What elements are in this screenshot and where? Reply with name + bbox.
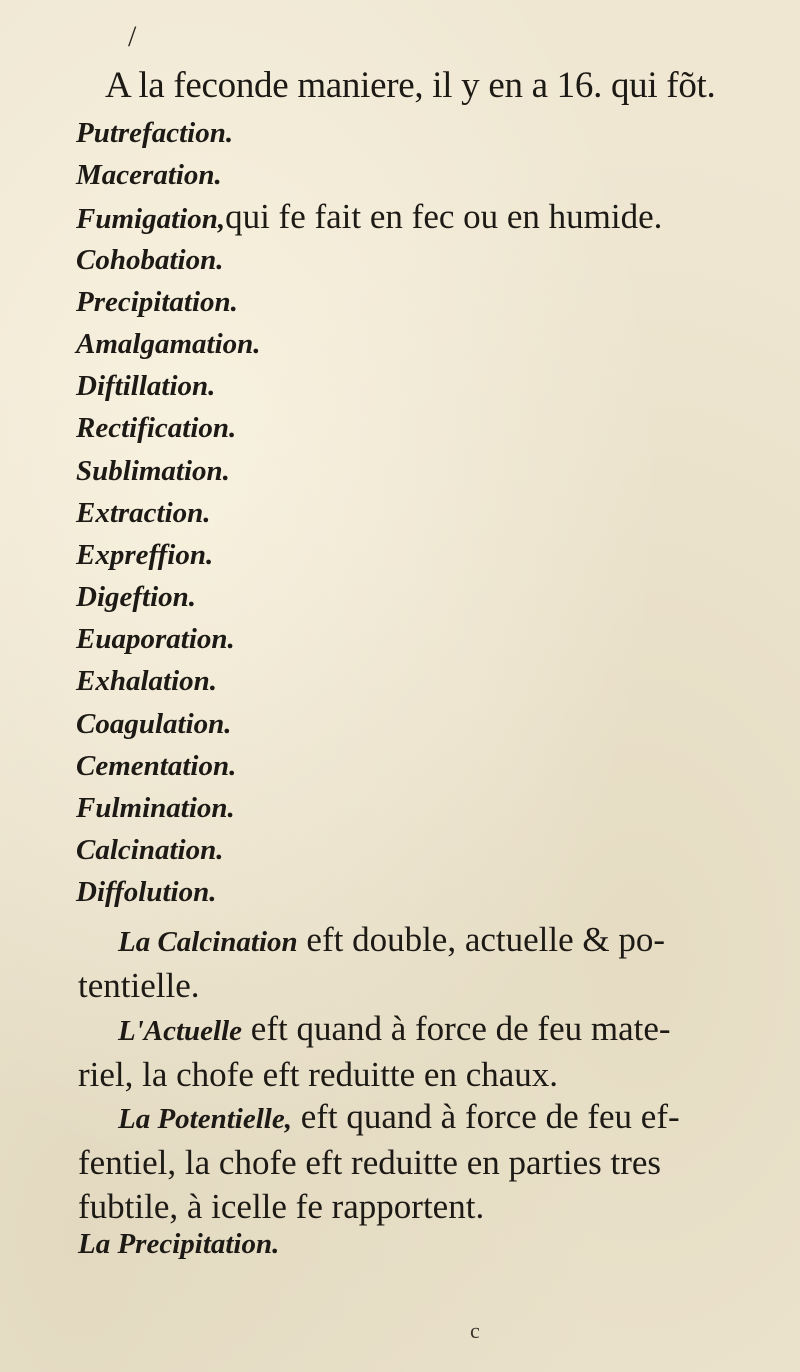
operation-term: Putrefaction. [76,117,234,149]
list-item [76,154,662,196]
operation-term: Fumigation, [76,203,226,236]
paragraph-text: fubtile, à icelle fe rapportent. [78,1187,485,1226]
list-item [76,618,662,660]
operation-term: Extraction. [76,496,211,529]
list-item [76,745,662,787]
operation-term: Precipitation. [76,285,238,318]
list-item [76,281,662,323]
operation-term: Amalgamation. [76,327,261,360]
signature-mark: c [470,1318,480,1343]
list-item [76,492,662,534]
operation-term: Diffolution. [76,876,217,909]
operation-term: Exhalation. [76,665,218,698]
calcination-paragraph [78,918,768,1008]
list-item [76,787,662,829]
operation-term: Expreffion. [76,538,214,571]
precipitation-heading: La Precipitation. [78,1228,280,1260]
paragraph-text: riel, la chofe eft reduitte en chaux. [78,1055,559,1094]
operation-term: Euaporation. [76,623,235,656]
list-item [76,450,662,492]
operations-list [76,112,662,914]
list-item [76,407,662,449]
paragraph-text: tentielle. [78,966,200,1005]
section-heading: A la feconde maniere, il y en a 16. qui fõt. [105,65,716,106]
list-item [76,239,662,281]
list-item [76,323,662,365]
list-item [76,196,662,238]
list-item [76,365,662,407]
paragraph-text: eft quand à force de feu ef- [291,1097,680,1136]
operation-note: qui fe fait en fec ou en humide. [225,197,663,237]
operation-term: Diftillation. [76,370,216,403]
paragraph-text: fentiel, la chofe eft reduitte en parties tres [78,1143,662,1182]
paragraph-lead: La Potentielle, [118,1103,292,1135]
potentielle-paragraph [78,1095,768,1229]
operation-term: Digeftion. [76,581,197,614]
operation-term: Sublimation. [76,454,230,487]
ink-stroke-mark: / [128,20,137,53]
list-item [76,703,662,745]
list-item [76,576,662,618]
paragraph-text: eft quand à force de feu mate- [242,1009,671,1048]
paragraph-lead: L'Actuelle [118,1015,243,1047]
operation-term: Coagulation. [76,707,232,740]
list-item [76,829,662,871]
actuelle-paragraph [78,1007,768,1097]
list-item [76,871,662,913]
list-item [76,660,662,702]
operation-term: Calcination. [76,834,224,867]
operation-term: Rectification. [76,412,237,445]
operation-term: Cementation. [76,749,237,782]
paragraph-lead: La Calcination [118,926,298,958]
paragraph-text: eft double, actuelle & po- [297,920,666,959]
operation-term: Fulmination. [76,792,235,824]
list-item [76,534,662,576]
operation-term: Cohobation. [76,243,224,276]
operation-term: Maceration. [76,159,222,192]
list-item [76,112,662,154]
